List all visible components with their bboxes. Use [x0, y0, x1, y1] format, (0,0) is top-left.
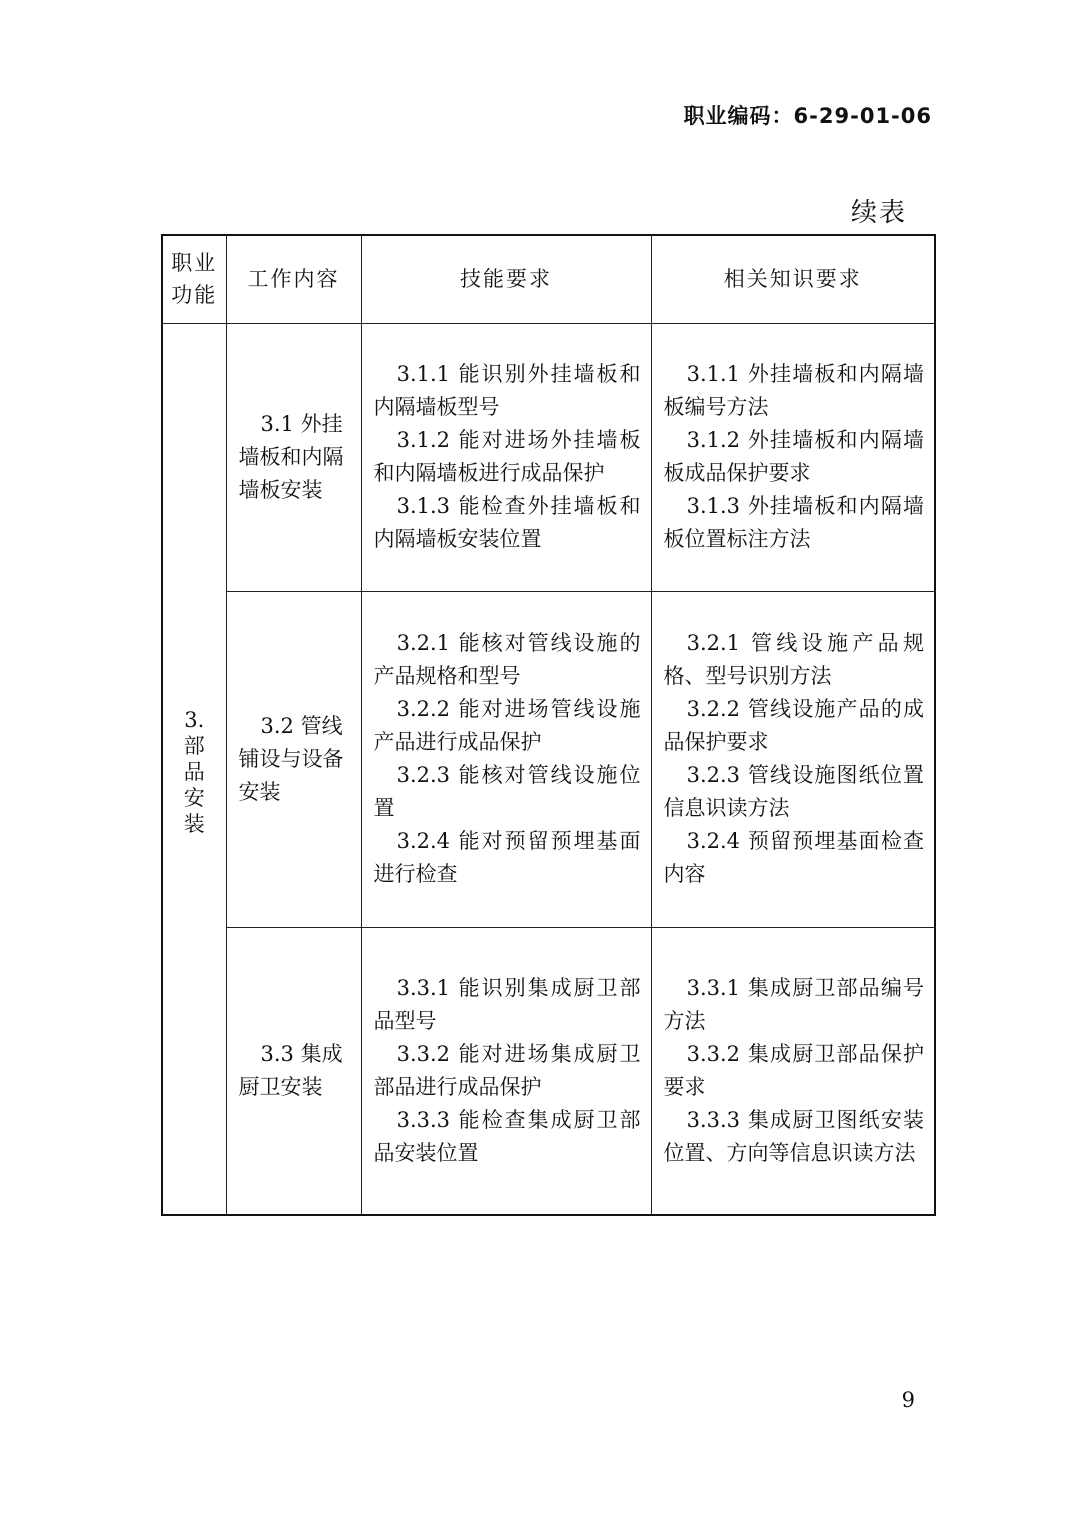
- knowledge-item: 3.2.4 预留预埋基面检查内容: [663, 829, 924, 886]
- table-header-row: [162, 235, 935, 323]
- knowledge-item: 3.3.2 集成厨卫部品保护要求: [663, 1041, 924, 1099]
- knowledge-item: 3.2.1 管线设施产品规格、型号识别方法: [663, 631, 924, 688]
- knowledge-item: 3.2.3 管线设施图纸位置信息识读方法: [663, 763, 924, 820]
- skill-item: 3.3.2 能对进场集成厨卫部品进行成品保护: [373, 1041, 641, 1099]
- task-line: 安装: [238, 779, 281, 804]
- knowledge-cell: [651, 323, 935, 591]
- skill-item: 3.1.1 能识别外挂墙板和内隔墙板型号: [373, 362, 641, 419]
- table-row: [162, 591, 935, 927]
- knowledge-item: 3.1.2 外挂墙板和内隔墙板成品保护要求: [663, 428, 924, 485]
- skills-cell: [361, 927, 651, 1215]
- task-cell: [226, 927, 361, 1215]
- header-function: 职业 功能: [162, 235, 226, 323]
- function-char: 安: [183, 785, 205, 810]
- skill-item: 3.2.2 能对进场管线设施产品进行成品保护: [373, 697, 641, 754]
- knowledge-item: 3.1.1 外挂墙板和内隔墙板编号方法: [663, 362, 924, 419]
- task-line: 厨卫安装: [238, 1074, 323, 1099]
- function-cell: [162, 323, 226, 1215]
- function-number: 3.: [184, 707, 205, 732]
- skills-cell: [361, 591, 651, 927]
- header-skills: 技能要求: [361, 235, 651, 323]
- skills-cell: [361, 323, 651, 591]
- function-char: 部: [183, 733, 205, 758]
- knowledge-item: 3.1.3 外挂墙板和内隔墙板位置标注方法: [663, 494, 924, 551]
- task-line: 3.2 管线: [260, 713, 343, 738]
- function-char: 品: [183, 759, 205, 784]
- continued-label: 续表: [850, 198, 907, 228]
- knowledge-cell: [651, 927, 935, 1215]
- task-cell: [226, 323, 361, 591]
- task-line: 墙板安装: [238, 477, 323, 502]
- table-row: [162, 323, 935, 591]
- header-knowledge: 相关知识要求: [651, 235, 935, 323]
- task-line: 3.3 集成: [260, 1041, 343, 1066]
- task-line: 铺设与设备: [238, 746, 344, 771]
- knowledge-item: 3.3.1 集成厨卫部品编号方法: [663, 975, 924, 1033]
- task-cell: [226, 591, 361, 927]
- function-char: 装: [183, 811, 205, 836]
- skill-item: 3.1.3 能检查外挂墙板和内隔墙板安装位置: [373, 494, 641, 551]
- knowledge-cell: [651, 591, 935, 927]
- task-line: 3.1 外挂: [260, 411, 343, 436]
- skill-item: 3.2.3 能核对管线设施位置: [373, 763, 641, 820]
- skill-item: 3.2.4 能对预留预埋基面进行检查: [373, 829, 641, 886]
- occupation-code: 职业编码：6-29-01-06: [683, 104, 932, 128]
- skill-item: 3.2.1 能核对管线设施的产品规格和型号: [373, 631, 641, 688]
- skill-item: 3.3.3 能检查集成厨卫部品安装位置: [373, 1107, 641, 1165]
- requirements-table: [161, 234, 936, 1216]
- knowledge-item: 3.3.3 集成厨卫图纸安装位置、方向等信息识读方法: [663, 1107, 924, 1165]
- page-number: 9: [901, 1388, 915, 1412]
- task-line: 墙板和内隔: [238, 444, 344, 469]
- table-row: [162, 927, 935, 1215]
- header-task: 工作内容: [226, 235, 361, 323]
- knowledge-item: 3.2.2 管线设施产品的成品保护要求: [663, 697, 924, 754]
- skill-item: 3.1.2 能对进场外挂墙板和内隔墙板进行成品保护: [373, 428, 641, 485]
- skill-item: 3.3.1 能识别集成厨卫部品型号: [373, 975, 641, 1033]
